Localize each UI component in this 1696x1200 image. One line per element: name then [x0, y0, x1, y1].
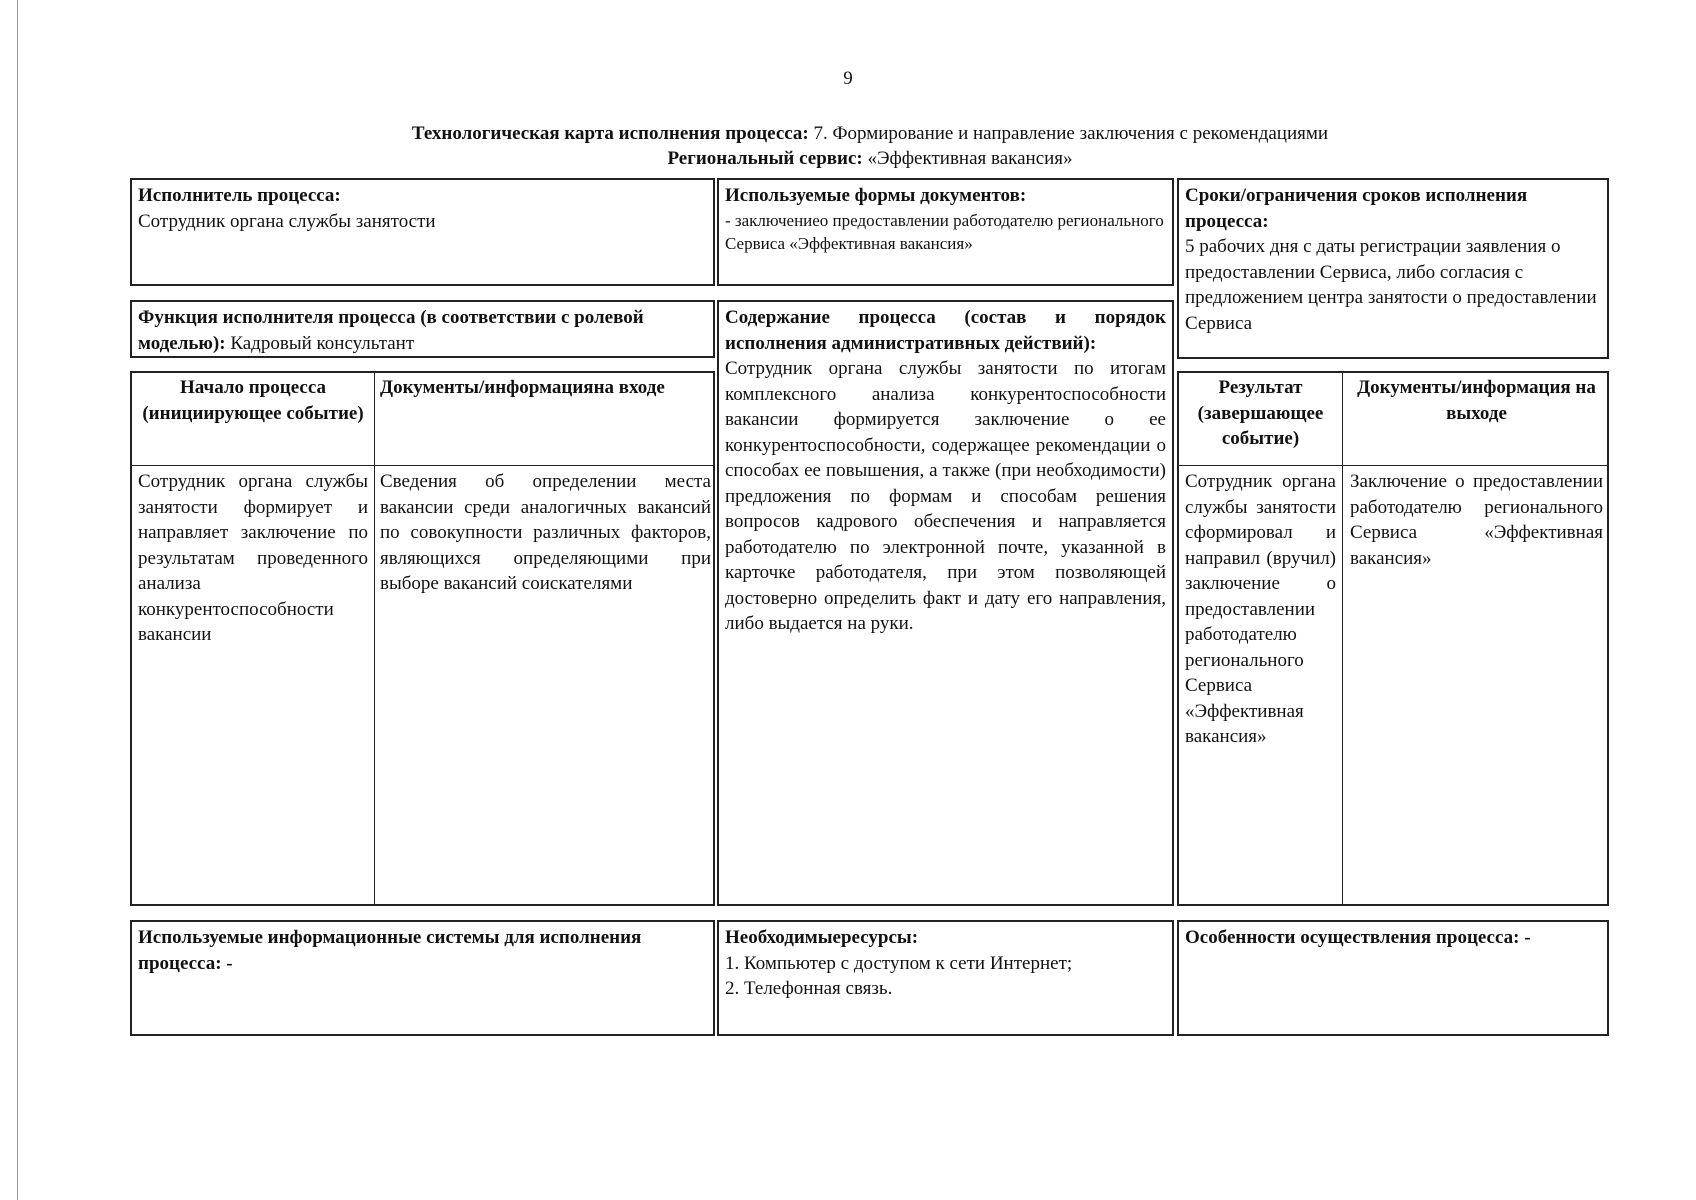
content-box — [717, 300, 1174, 906]
result-col2-header: Документы/информация на выходе — [1357, 377, 1596, 424]
process-title — [120, 121, 1620, 147]
forms-value: - заключениео предоставлении работодателю регионального Сервиса «Эффективная вакансия» — [725, 210, 1164, 253]
start-table-divider — [374, 373, 375, 904]
start-table — [130, 371, 715, 906]
function-label: Функция исполнителя процесса (в соответствии с ролевой моделью): — [138, 307, 644, 354]
deadlines-label: Сроки/ограничения сроков исполнения процесса: — [1185, 185, 1528, 232]
start-col2-value: Сведения об определении места вакансии среди аналогичных вакансий по совокупности различных факторов, являющихся определяющими при выборе вакансий соискателями — [380, 471, 711, 594]
info-systems-box — [130, 920, 715, 1036]
resources-item: 1. Компьютер с доступом к сети Интернет; — [725, 952, 1073, 974]
page-margin-line — [17, 0, 18, 1200]
service-title — [120, 146, 1620, 172]
function-value: Кадровый консультант — [225, 332, 415, 354]
result-col1-value: Сотрудник органа службы занятости сформировал и направил (вручил) заключение о предоставлении работодателю регионального Сервиса «Эффективная вакансия» — [1185, 471, 1336, 747]
start-table-header-divider — [132, 465, 713, 466]
deadlines-value: 5 рабочих дня с даты регистрации заявления о предоставлении Сервиса, либо согласия с предложением центра занятости о предоставлении Сервиса — [1185, 236, 1597, 334]
executor-label: Исполнитель процесса: — [138, 185, 341, 206]
start-col1-header: Начало процесса (инициирующее событие) — [142, 377, 364, 424]
process-title-label: Технологическая карта исполнения процесса: — [411, 123, 809, 144]
start-col1-value: Сотрудник органа службы занятости формирует и направляет заключение по результатам проведенного анализа конкурентоспособности вакансии — [138, 471, 368, 645]
result-col2-value: Заключение о предоставлении работодателю регионального Сервиса «Эффективная вакансия» — [1350, 471, 1603, 569]
info-systems-label: Используемые информационные системы для исполнения процесса: - — [138, 927, 642, 974]
service-title-value: «Эффективная вакансия» — [862, 148, 1073, 169]
process-title-value: 7. Формирование и направление заключения с рекомендациями — [808, 123, 1329, 144]
result-table — [1177, 371, 1609, 906]
function-box — [130, 300, 715, 358]
resources-item: 2. Телефонная связь. — [725, 978, 893, 999]
executor-value: Сотрудник органа службы занятости — [138, 210, 436, 232]
page-number: 9 — [843, 68, 853, 89]
executor-box — [130, 178, 715, 286]
resources-box — [717, 920, 1174, 1036]
deadlines-box — [1177, 178, 1609, 359]
resources-label: Необходимыересурсы: — [725, 927, 919, 948]
features-box — [1177, 920, 1609, 1036]
forms-label: Используемые формы документов: — [725, 185, 1027, 206]
result-table-header-divider — [1179, 465, 1607, 466]
content-label: Содержание процесса (состав и порядок исполнения административных действий): — [725, 307, 1166, 354]
forms-box — [717, 178, 1174, 286]
start-col2-header: Документы/информацияна входе — [380, 377, 665, 398]
result-table-divider — [1342, 373, 1343, 904]
result-col1-header: Результат (завершающее событие) — [1197, 377, 1324, 449]
content-value: Сотрудник органа службы занятости по итогам комплексного анализа конкурентоспособности вакансии формируется заключение о ее конкурентоспособности, содержащее рекомендации о способах ее повышения, а также (при необходимости) предложения по формам и способам решения вопросов кадрового обеспечения и направляется работодателю по электронной почте, указанной в карточке работодателя, при этом позволяющей достоверно определить факт и дату его направления, либо выдается на руки. — [725, 358, 1166, 634]
features-label: Особенности осуществления процесса: - — [1185, 927, 1531, 948]
service-title-label: Региональный сервис: — [667, 148, 863, 169]
